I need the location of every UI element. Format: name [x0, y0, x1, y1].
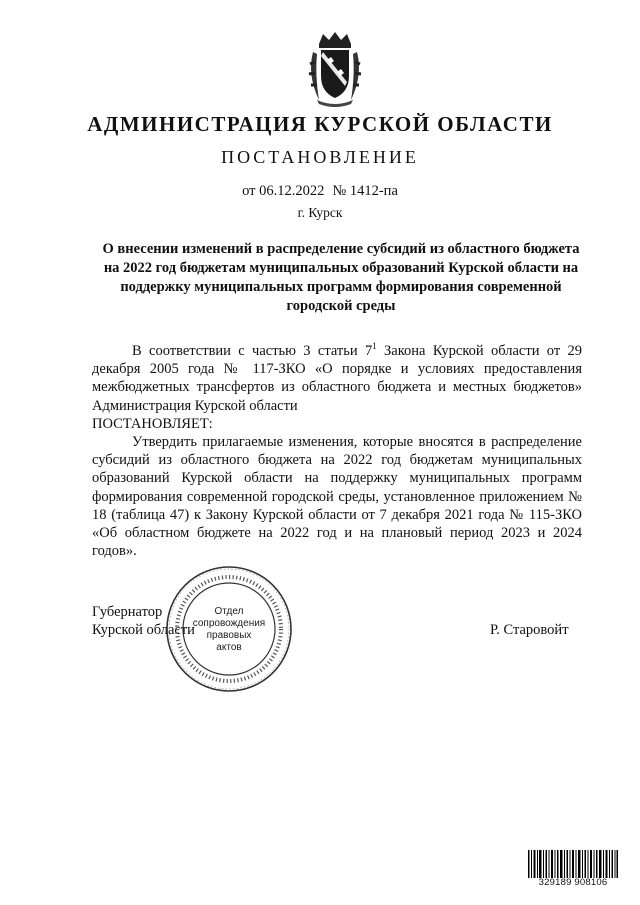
document-number: № 1412-па [332, 183, 398, 199]
document-subject: О внесении изменений в распределение субсидий из областного бюджета на 2022 год бюджетам муниципальных образований Курской области на поддержку муниципальных программ формирования современной городской среды [102, 241, 580, 314]
body-paragraph-2: Утвердить прилагаемые изменения, которые вносятся в распределение субсидий из областного бюджета на 2022 год бюджетам муниципальных образований Курской области на поддержку муниципальных программ формирования современной городской среды, установленное приложением № 18 (таблица 47) к Закону Курской области от 7 декабря 2021 года № 115-ЗКО «Об областном бюджете на 2022 год и на плановый период 2023 и 2024 годов». [92, 434, 582, 560]
article-superscript: 1 [372, 341, 377, 352]
decree-word: ПОСТАНОВЛЯЕТ: [92, 415, 213, 432]
coat-of-arms-icon [305, 30, 365, 108]
barcode-number: 329189 908106 [538, 877, 608, 888]
organization-title: АДМИНИСТРАЦИЯ КУРСКОЙ ОБЛАСТИ [87, 112, 553, 136]
date-number-line [0, 183, 640, 200]
body-paragraph-1: В соответствии с частью 3 статьи $7^1$ Закона Курской области от 29 декабря 2005 года № 117-ЗКО «О порядке и условиях предоставления межбюджетных трансфертов из областного бюджета и местных бюджетов» Администрация Курской области [92, 341, 583, 414]
document-date: от 06.12.2022 [242, 183, 325, 199]
barcode [528, 850, 618, 878]
signatory-title: Губернатор Курской области [92, 604, 195, 638]
document-type: ПОСТАНОВЛЕНИЕ [221, 147, 419, 167]
signatory-name: Р. Старовойт [490, 622, 569, 638]
stamp-text: Отдел сопровождения правовых актов [192, 606, 266, 653]
document-city: г. Курск [297, 205, 343, 220]
document-body [92, 342, 582, 560]
